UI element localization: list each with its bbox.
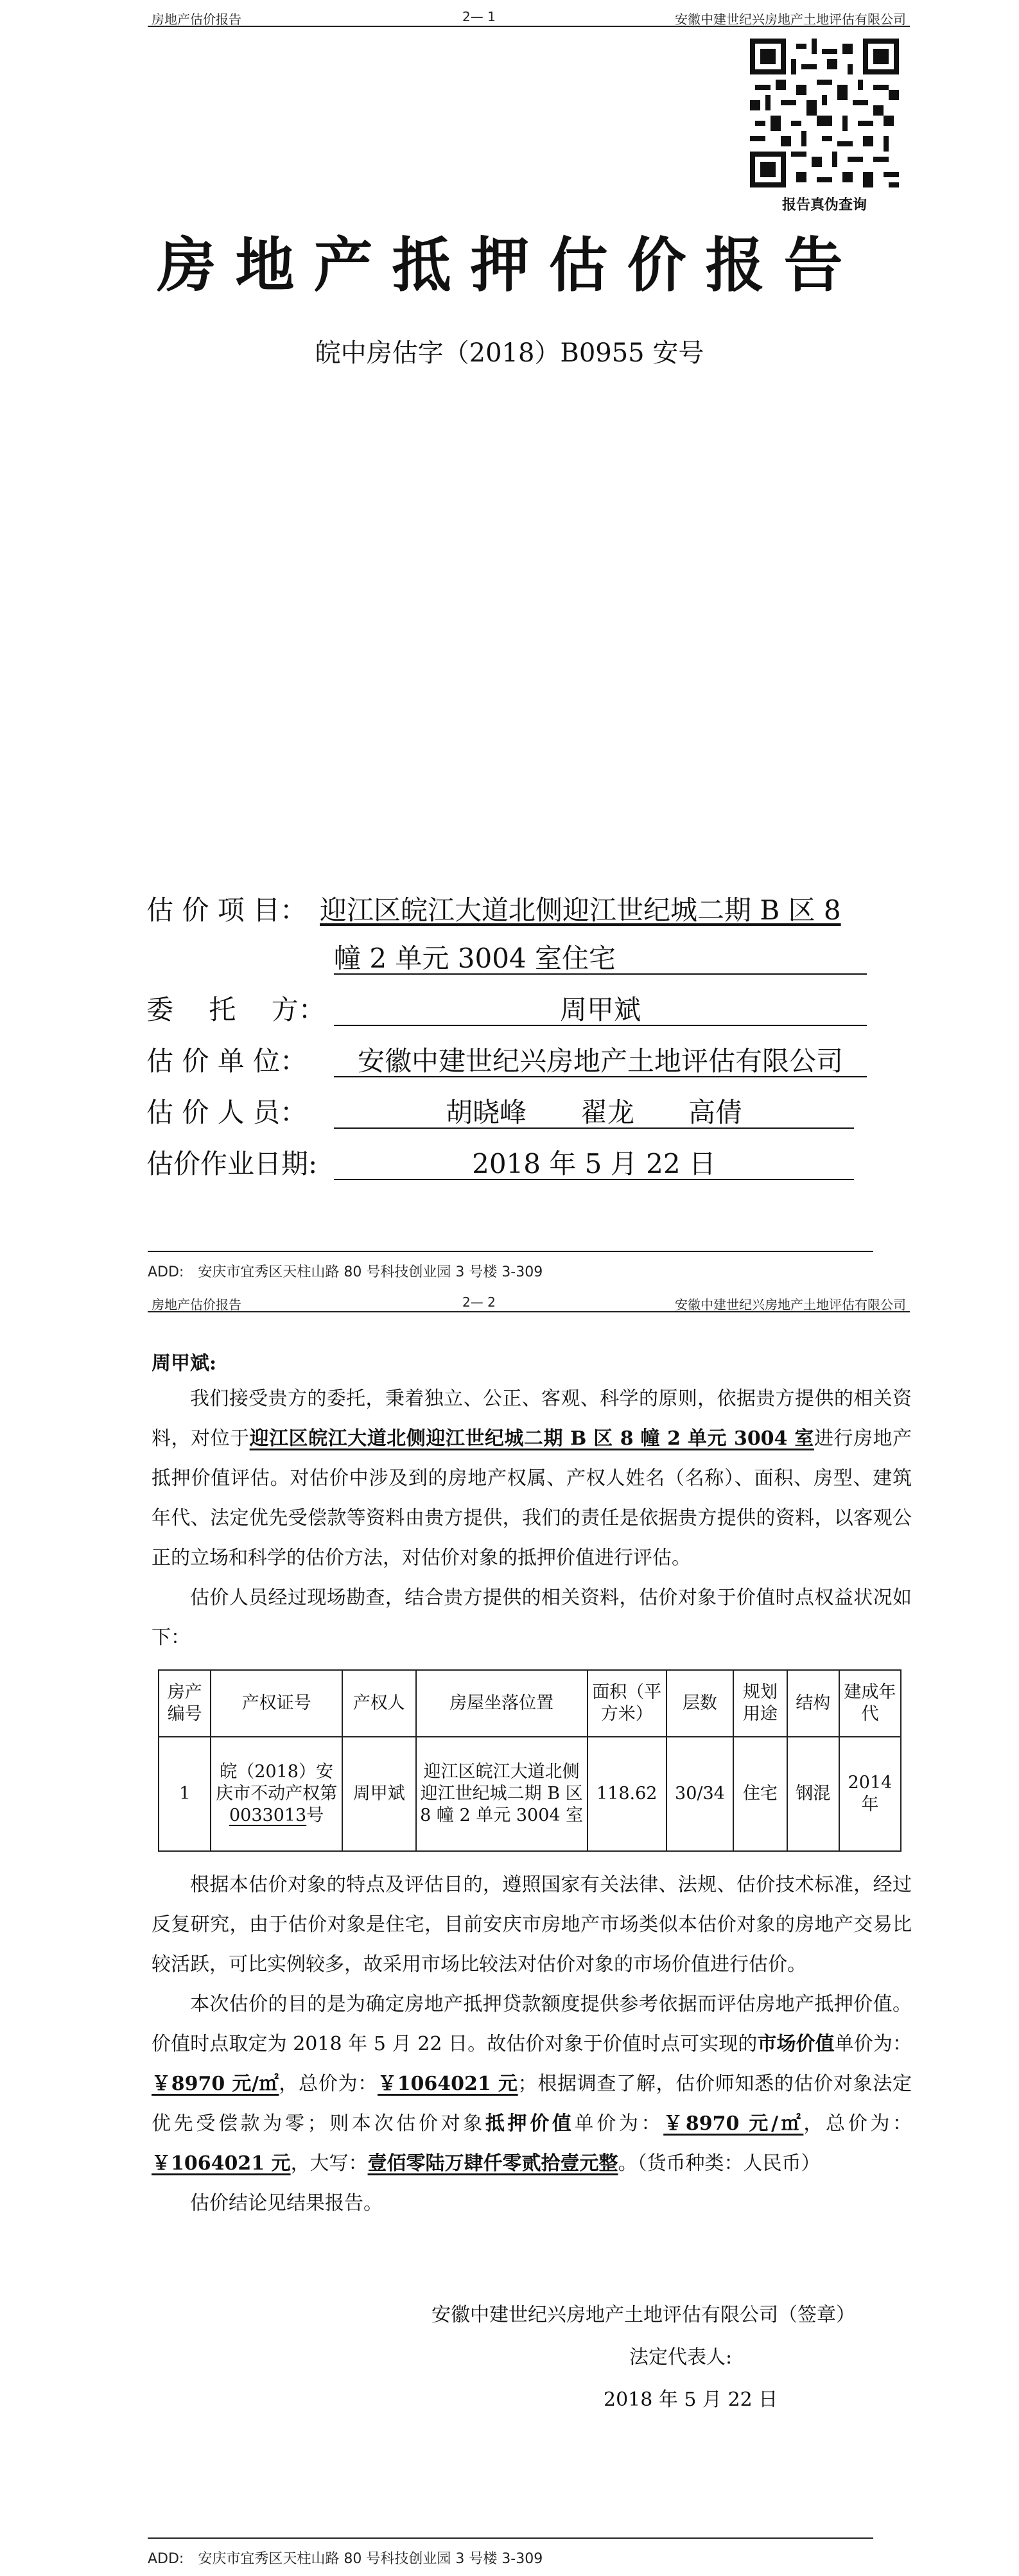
field-client-label: 委 托 方： bbox=[146, 994, 326, 1025]
p1-text-b: 进行房地产抵押价值评估。对估价中涉及到的房地产权属、产权人姓名（名称）、面积、房型、建筑年代、法定优先受偿款等资料由贵方提供，我们的责任是依据贵方提供的资料，以客观公正的立场和科学的估价方法，对估价对象的抵押价值进行评估。 bbox=[152, 1427, 912, 1569]
field-unit-value: 安徽中建世纪兴房地产土地评估有限公司 bbox=[334, 1040, 867, 1077]
p4-text-h: 。（货币种类：人民币） bbox=[618, 2152, 821, 2175]
p4-text-a: 本次估价的目的是为确定房地产抵押贷款额度提供参考依据而评估房地产抵押价值。价值时点取定为 2018 年 5 月 22 日。故估价对象于价值时点可实现的 bbox=[152, 1993, 912, 2055]
td-use: 住宅 bbox=[733, 1737, 787, 1851]
p4-text-d: ；根据调查了解，估价师知悉的估价对象法定优先受偿款为零；则本次估价对象 bbox=[152, 2073, 912, 2135]
td-structure: 钢混 bbox=[787, 1737, 839, 1851]
signature-representative: 法定代表人: bbox=[629, 2346, 733, 2369]
cert-number: 0033013 bbox=[229, 1806, 307, 1825]
th-owner: 产权人 bbox=[342, 1670, 416, 1737]
field-staff-label: 估 价 人 员： bbox=[146, 1097, 308, 1128]
p4-mortgage-value: 抵押价值 bbox=[485, 2112, 575, 2135]
td-year: 2014 年 bbox=[839, 1737, 901, 1851]
th-location: 房屋坐落位置 bbox=[416, 1670, 588, 1737]
property-table bbox=[158, 1669, 901, 1852]
field-staff-value: 胡晓峰 翟龙 高倩 bbox=[334, 1092, 854, 1129]
footer-divider bbox=[148, 2537, 873, 2539]
table-row bbox=[159, 1737, 901, 1851]
header-right: 安徽中建世纪兴房地产土地评估有限公司 bbox=[675, 1297, 906, 1312]
qr-code-icon[interactable] bbox=[750, 39, 899, 187]
paragraph-2: 估价人员经过现场勘查，结合贵方提供的相关资料，估价对象于价值时点权益状况如下： bbox=[152, 1587, 912, 1649]
page-footer: ADD: 安庆市宜秀区天柱山路 80 号科技创业园 3 号楼 3-309 bbox=[148, 2551, 543, 2567]
td-cert bbox=[211, 1737, 342, 1851]
table-header-row bbox=[159, 1670, 901, 1737]
signature-company: 安徽中建世纪兴房地产土地评估有限公司（签章） bbox=[431, 2304, 855, 2326]
p1-text-a: 我们接受贵方的委托，秉着独立、公正、客观、科学的原则，依据贵方提供的相关资料，对位于 bbox=[152, 1388, 912, 1450]
header-page-number: 2— 2 bbox=[462, 1294, 496, 1310]
mortgage-unit-price: ￥8970 元/㎡ bbox=[663, 2112, 804, 2135]
salutation: 周甲斌: bbox=[152, 1352, 217, 1375]
p4-text-c: ，总价为： bbox=[279, 2073, 378, 2095]
p4-text-g: ，大写： bbox=[290, 2152, 368, 2175]
field-date-label: 估价作业日期: bbox=[146, 1148, 318, 1179]
page-header bbox=[148, 5, 910, 27]
paragraph-1 bbox=[152, 1379, 912, 1578]
td-floors: 30/34 bbox=[666, 1737, 733, 1851]
cert-text: 皖（2018）安庆市不动产权第 bbox=[216, 1762, 338, 1804]
td-id: 1 bbox=[159, 1737, 211, 1851]
th-id: 房产编号 bbox=[159, 1670, 211, 1737]
total-in-words: 壹佰零陆万肆仟零贰拾壹元整 bbox=[367, 2152, 618, 2175]
letter-page bbox=[0, 1291, 1019, 2576]
field-project-label: 估 价 项 目： bbox=[146, 894, 308, 926]
field-client-value: 周甲斌 bbox=[334, 989, 867, 1026]
letter-body-top bbox=[152, 1379, 912, 1658]
header-left: 房地产估价报告 bbox=[152, 12, 241, 27]
field-project-line2: 幢 2 单元 3004 室住宅 bbox=[334, 937, 867, 975]
mortgage-total-price: ￥1064021 元 bbox=[152, 2152, 291, 2175]
cert-suffix: 号 bbox=[306, 1806, 324, 1825]
paragraph-4 bbox=[152, 1985, 912, 2184]
p4-text-b: 单价为： bbox=[834, 2033, 912, 2055]
td-area: 118.62 bbox=[588, 1737, 666, 1851]
footer-divider bbox=[148, 1251, 873, 1252]
th-floors: 层数 bbox=[666, 1670, 733, 1737]
td-location: 迎江区皖江大道北侧迎江世纪城二期 B 区 8 幢 2 单元 3004 室 bbox=[416, 1737, 588, 1851]
document-number: 皖中房估字（2018）B0955 安号 bbox=[315, 338, 704, 368]
qr-caption: 报告真伪查询 bbox=[781, 196, 867, 213]
p1-address: 迎江区皖江大道北侧迎江世纪城二期 B 区 8 幢 2 单元 3004 室 bbox=[249, 1427, 814, 1450]
header-left: 房地产估价报告 bbox=[152, 1297, 241, 1312]
page-header bbox=[148, 1291, 910, 1312]
header-right: 安徽中建世纪兴房地产土地评估有限公司 bbox=[675, 12, 906, 27]
field-project-line1: 迎江区皖江大道北侧迎江世纪城二期 B 区 8 bbox=[320, 894, 841, 926]
header-page-number: 2— 1 bbox=[462, 9, 496, 24]
letter-body-bottom bbox=[152, 1865, 912, 2224]
market-total-price: ￥1064021 元 bbox=[377, 2073, 518, 2095]
market-unit-price: ￥8970 元/㎡ bbox=[152, 2073, 279, 2095]
th-structure: 结构 bbox=[787, 1670, 839, 1737]
page-footer: ADD: 安庆市宜秀区天柱山路 80 号科技创业园 3 号楼 3-309 bbox=[148, 1264, 543, 1280]
p4-text-e: 单价为： bbox=[574, 2112, 664, 2135]
p4-market-value: 市场价值 bbox=[757, 2033, 835, 2055]
th-area: 面积（平方米） bbox=[588, 1670, 666, 1737]
paragraph-3: 根据本估价对象的特点及评估目的，遵照国家有关法律、法规、估价技术标准，经过反复研究，由于估价对象是住宅，目前安庆市房地产市场类似本估价对象的房地产交易比较活跃，可比实例较多，故采用市场比较法对估价对象的市场价值进行估价。 bbox=[152, 1874, 912, 1976]
th-use: 规划用途 bbox=[733, 1670, 787, 1737]
td-owner: 周甲斌 bbox=[342, 1737, 416, 1851]
signature-date: 2018 年 5 月 22 日 bbox=[604, 2389, 778, 2411]
report-title: 房地产抵押估价报告 bbox=[157, 231, 862, 300]
paragraph-5: 估价结论见结果报告。 bbox=[190, 2192, 383, 2215]
th-year: 建成年代 bbox=[839, 1670, 901, 1737]
p4-text-f: ，总价为： bbox=[803, 2112, 912, 2135]
field-unit-label: 估 价 单 位： bbox=[146, 1045, 308, 1077]
th-cert: 产权证号 bbox=[211, 1670, 342, 1737]
field-date-value: 2018 年 5 月 22 日 bbox=[334, 1143, 854, 1180]
